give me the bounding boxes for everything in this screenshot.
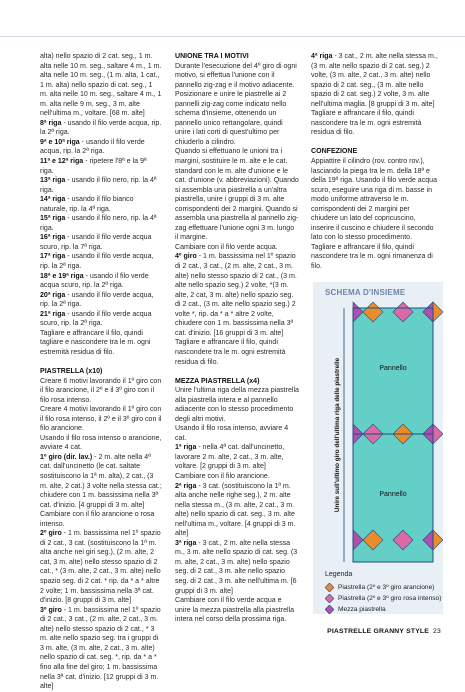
row-label: 9ª e 10ª riga (40, 138, 80, 146)
row-label: 11ª e 12ª riga (40, 158, 84, 166)
paragraph (40, 195, 162, 214)
paragraph (311, 109, 438, 138)
paragraph-text: Appiattire il cilindro (rov. contro rov.), lasciando la piega tra le m. della 18ª e della 19ª riga. Usando il filo verde acqua scuro, eseguire una riga di m. basse in modo uniforme attraverso le m. corrispondenti dei 2 margini per chiudere un lato del copricuscino, inserire il cuscino e chiudere il secondo lato con lo stesso procedimento. (311, 157, 438, 242)
paragraph-text: - usando il filo nero, rip. la 4ª riga. (40, 215, 157, 232)
paragraph (175, 443, 299, 472)
paragraph (40, 434, 162, 453)
row-label: 3º giro (40, 606, 62, 614)
row-label: 21ª riga (40, 310, 66, 318)
row-label: 20ª riga (40, 291, 66, 299)
paragraph-text: Creare 6 motivi lavorando il 1º giro con il filo arancione, il 2º e il 3º giro con il filo rosa intenso. (40, 377, 162, 404)
paragraph-text: - usando il filo verde acqua, rip. la 2ª riga. (40, 138, 145, 156)
footer-title: PIASTRELLE GRANNY STYLE (327, 628, 430, 635)
paragraph-text: Unire l'ultima riga della mezza piastrella alla piastrella intera e al pannello adiacente con lo stesso procedimento degli altri motivi. (175, 387, 299, 423)
paragraph-text: - 1 m. bassissima nel 1º spazio di 2 cat., 3 cat., (2 m. alte, 2 cat., 3 m. alte) nello stesso spazio di 2 cat., * 3 m. alte nello spazio seg. tra i gruppi di 3 m. alte, (3 m. alte, 2 cat., 3 m. alte) nello spazio di cat. seg. *, rip. da * a * fino alla fine del giro; 1 m. bassissima nella 3ª cat. d'inizio. [12 gruppi di 3 m. alte] (40, 606, 161, 691)
paragraph (40, 606, 162, 692)
paragraph (175, 62, 299, 91)
row-label: 3ª riga (175, 539, 197, 547)
row-label: 16ª riga (40, 234, 66, 242)
paragraph (175, 90, 299, 147)
paragraph (40, 214, 162, 233)
paragraph-text: - usando il filo verde acqua scuro, rip. la 2ª riga. (40, 272, 149, 290)
paragraph (40, 176, 162, 195)
paragraph (175, 252, 299, 338)
legend-swatch-icon (325, 594, 334, 603)
column-3 (311, 52, 438, 272)
paragraph-text: Posizionare e unire le piastrelle ai 2 pannelli zig-zag come indicato nello schema d'insieme, ottenendo un pannello unico rettangolare, quindi unire i lati corti di quest'ultimo per chiuderlo a cilindro. (175, 91, 287, 146)
paragraph (175, 424, 299, 443)
row-label: 1º giro (dir. lav.) (40, 453, 93, 461)
paragraph-text: Cambiare con il filo verde acqua. (175, 243, 278, 251)
paragraph-text: - 1 m. bassissima nel 1º spazio di 2 cat., 3 cat. (sostituiscono la 1ª m. alta anche nei giri seg.), (2 m. alte, 2 cat, 3 m. alte) nello stesso spazio di 2 cat., * (3 m. alte, 2 cat., 3 m. alte) nello spazio seg. di 2 cat. * rip. da * a * altre 2 volte; 1 m. bassissima nella 3ª cat. d'inizio. [8 gruppi di 3 m. alte] (40, 530, 161, 605)
row-label: 15ª riga (40, 215, 66, 223)
paragraph-text: Tagliare e affrancare il filo, quindi nascondere tra le m. ogni estremità residua di filo. (311, 110, 422, 137)
paragraph-text: alta) nello spazio di 2 cat. seg., 1 m. alta nelle 10 m. seg., saltare 4 m., 1 m. alta nelle 10 m. seg., (1 m. alta, 1 cat., 1 m. alta) nello spazio di cat. seg., 1 m. alta nelle 10 m. seg., saltare 4 m., 1 m. alta nelle 9 m. seg., 3 m. alte nell'ultima m., voltare. [68 m. alte] (40, 53, 162, 118)
paragraph (40, 510, 162, 529)
paragraph-text: - usando il filo verde acqua scuro, rip. la 7ª riga. (40, 234, 152, 251)
row-label: 1ª riga (175, 444, 197, 452)
paragraph-text: - usando il filo verde acqua, rip. la 2ª riga. (40, 119, 162, 137)
paragraph-text: - usando il filo nero, rip. la 4ª riga. (40, 177, 157, 194)
paragraph-text: - 3 cat., 2 m. alte nella stessa m., 3 m. alte nello spazio di cat. seg. (3 m. alte, 2 cat., 3 m. alte) nello spazio seg. di 2 cat., 3 m. alte nello spazio seg. di 2 cat., 3 m. alte nell'ultima m. [6 gruppi di 3 m. alte] (175, 539, 298, 595)
paragraph (40, 291, 162, 310)
legend-label: Mezza piastrella (338, 606, 386, 613)
schema-diagram (313, 282, 443, 572)
paragraph-text: - ripetere l'8ª e la 9ª riga. (40, 158, 147, 175)
paragraph-text: - nella 4ª cat. dall'uncinetto, lavorare 2 m. alte, 2 cat., 3 m. alte, voltare. [2 gruppi di 3 m. alte] (175, 444, 285, 471)
row-label: 13ª riga (40, 177, 66, 185)
page-number: 23 (433, 628, 441, 635)
row-label: 18ª e 19ª riga (40, 272, 84, 280)
paragraph (311, 243, 438, 272)
paragraph-text: - 2 m. alte nella 4ª cat. dall'uncinetto (le cat. saltate sostituiscono la 1ª m. alta), 2 cat., (3 m. alte, 2 cat.) 3 volte nella stessa cat.; chiudere con 1 m. bassissima nella 3ª cat. d'inizio. [4 gruppi di 3 m. alte] (40, 453, 162, 509)
paragraph-text: - usando il filo verde acqua, rip. la 2ª riga. (40, 291, 154, 309)
paragraph (40, 377, 162, 406)
legend-item (325, 605, 386, 614)
paragraph (175, 243, 299, 253)
section-heading: MEZZA PIASTRELLA (x4) (175, 377, 260, 385)
paragraph-text: Tagliare e affrancare il filo, quindi tagliare e nascondere tra le m. ogni estremità residua di filo. (40, 329, 151, 356)
schema-box (313, 282, 443, 614)
paragraph (40, 405, 162, 434)
paragraph-text: Usando il filo rosa intenso, avviare 4 cat. (175, 425, 289, 442)
paragraph (175, 472, 299, 482)
legend-item (325, 594, 441, 603)
legend-label: Piastrella (2º e 3º giro rosa intenso) (338, 595, 442, 602)
panel-label-bottom: Pannello (379, 491, 407, 498)
paragraph (175, 539, 299, 596)
paragraph (40, 138, 162, 157)
paragraph-text: - usando il filo bianco naturale, rip. la 4ª riga. (40, 196, 134, 213)
paragraph-text: - 3 cat. (sostituiscono la 1ª m. alta anche nelle righe seg.), 2 m. alte nella stessa m., (3 m. alte, 2 cat., 3 m. alte) nello spazio di cat. seg., 3 m. alte nell'ultima m., voltare. [4 gruppi di 3 m. alte] (175, 482, 296, 538)
paragraph-text: - usando il filo verde acqua, rip. la 2ª riga. (40, 253, 154, 271)
header-rule (0, 36, 465, 37)
paragraph (40, 119, 162, 138)
legend-label: Piastrella (2º e 3º giro arancione) (338, 584, 435, 591)
paragraph (40, 529, 162, 605)
row-label: 8ª riga (40, 119, 62, 127)
paragraph (175, 482, 299, 539)
paragraph-text: Usando il filo rosa intenso o arancione, avviare 4 cat. (40, 434, 162, 452)
paragraph (40, 329, 162, 358)
schema-title: SCHEMA D'INSIEME (325, 288, 406, 297)
row-label: 4ª riga (311, 53, 333, 60)
paragraph (40, 252, 162, 271)
paragraph-text: Cambiare con il filo arancione o rosa intenso. (40, 511, 155, 528)
legend-title: Legenda (325, 571, 353, 578)
paragraph (311, 52, 438, 109)
paragraph-text: - 1 m. bassissima nel 1º spazio di 2 cat., 3 cat., (2 m. alte, 2 cat., 3 m. alte) nello stesso spazio di 2 cat., (3 m. alte nello spazio seg.) 2 volte, *(3 m. alte, 2 cat, 3 m. alte) nello spazio seg. di 2 cat., (3 m. alte nello spazio seg.) 2 volte *, rip. da * a * altre 2 volte, chiudere con 1 m. bassissima nella 3ª cat. d'inizio. [16 gruppi di 3 m. alte] (175, 253, 297, 337)
paragraph-text: Durante l'esecuzione del 4º giro di ogni motivo, si effettua l'unione con il pannello zig-zag e il motivo adiacente. (175, 62, 297, 89)
paragraph-text: Tagliare e affrancare il filo, quindi nascondere tra le m. ogni estremità residua di filo. (175, 339, 286, 366)
column-1 (40, 52, 162, 692)
paragraph-text: Cambiare con il filo arancione. (175, 473, 270, 481)
paragraph (175, 338, 299, 367)
paragraph (40, 453, 162, 510)
section-heading: PIASTRELLA (x10) (40, 368, 103, 375)
legend-item (325, 583, 434, 592)
paragraph-text: Tagliare e affrancare il filo, quindi nascondere tra le m. ogni rimanenza di filo. (311, 243, 433, 270)
column-2 (175, 52, 299, 625)
paragraph (175, 386, 299, 424)
paragraph (311, 157, 438, 243)
paragraph (40, 310, 162, 329)
paragraph (40, 272, 162, 291)
row-label: 17ª riga (40, 253, 66, 261)
paragraph (40, 157, 162, 176)
row-label: 4º giro (175, 253, 197, 261)
paragraph (175, 147, 299, 242)
section-heading: CONFEZIONE (311, 148, 358, 156)
paragraph (175, 596, 299, 625)
paragraph-text: Cambiare con il filo verde acqua e unire la mezza piastrella alla piastrella intera nel corso della prossima riga. (175, 597, 295, 624)
section-heading: UNIONE TRA I MOTIVI (175, 53, 249, 60)
legend-swatch-icon (325, 583, 334, 592)
row-label: 2ª riga (175, 482, 197, 490)
vertical-join-label: Unire sull'ultimo giro dell'ultima riga delle piastrelle (334, 357, 341, 513)
paragraph-text: Quando si effettuano le unioni tra i margini, sostituire le m. alte e le cat. standard con le m. alte d'unione e le cat. d'unione (v. abbreviazioni). Quando si assembla una piastrella a un'altra piastrella, unire i gruppi di 3 m. alte corrispondenti dei 2 margini. Quando si assembla una piastrella al pannello zig-zag effettuare l'unione ogni 3 m. lungo il margine. (175, 148, 299, 242)
paragraph-text: Creare 4 motivi lavorando il 1º giro con il filo rosa intenso, il 2º e il 3º giro con il filo arancione. (40, 406, 162, 433)
page-footer (311, 628, 441, 635)
paragraph (40, 52, 162, 119)
paragraph-text: - usando il filo verde acqua scuro, rip. la 2ª riga. (40, 310, 152, 328)
row-label: 14ª riga (40, 196, 66, 204)
paragraph-text: - 3 cat., 2 m. alte nella stessa m., (3 m. alte nello spazio di 2 cat. seg.) 2 volte, (3 m. alte, 2 cat., 3 m. alte) nello spazio di 2 cat. seg., (3 m. alte nello spazio di 2 cat. seg.) 2 volte, 3 m. alte nell'ultima maglia. [8 gruppi di 3 m. alte] (311, 53, 438, 108)
paragraph (40, 233, 162, 252)
row-label: 2º giro (40, 530, 62, 538)
legend-swatch-icon (325, 605, 334, 614)
panel-label-top: Pannello (379, 365, 407, 372)
